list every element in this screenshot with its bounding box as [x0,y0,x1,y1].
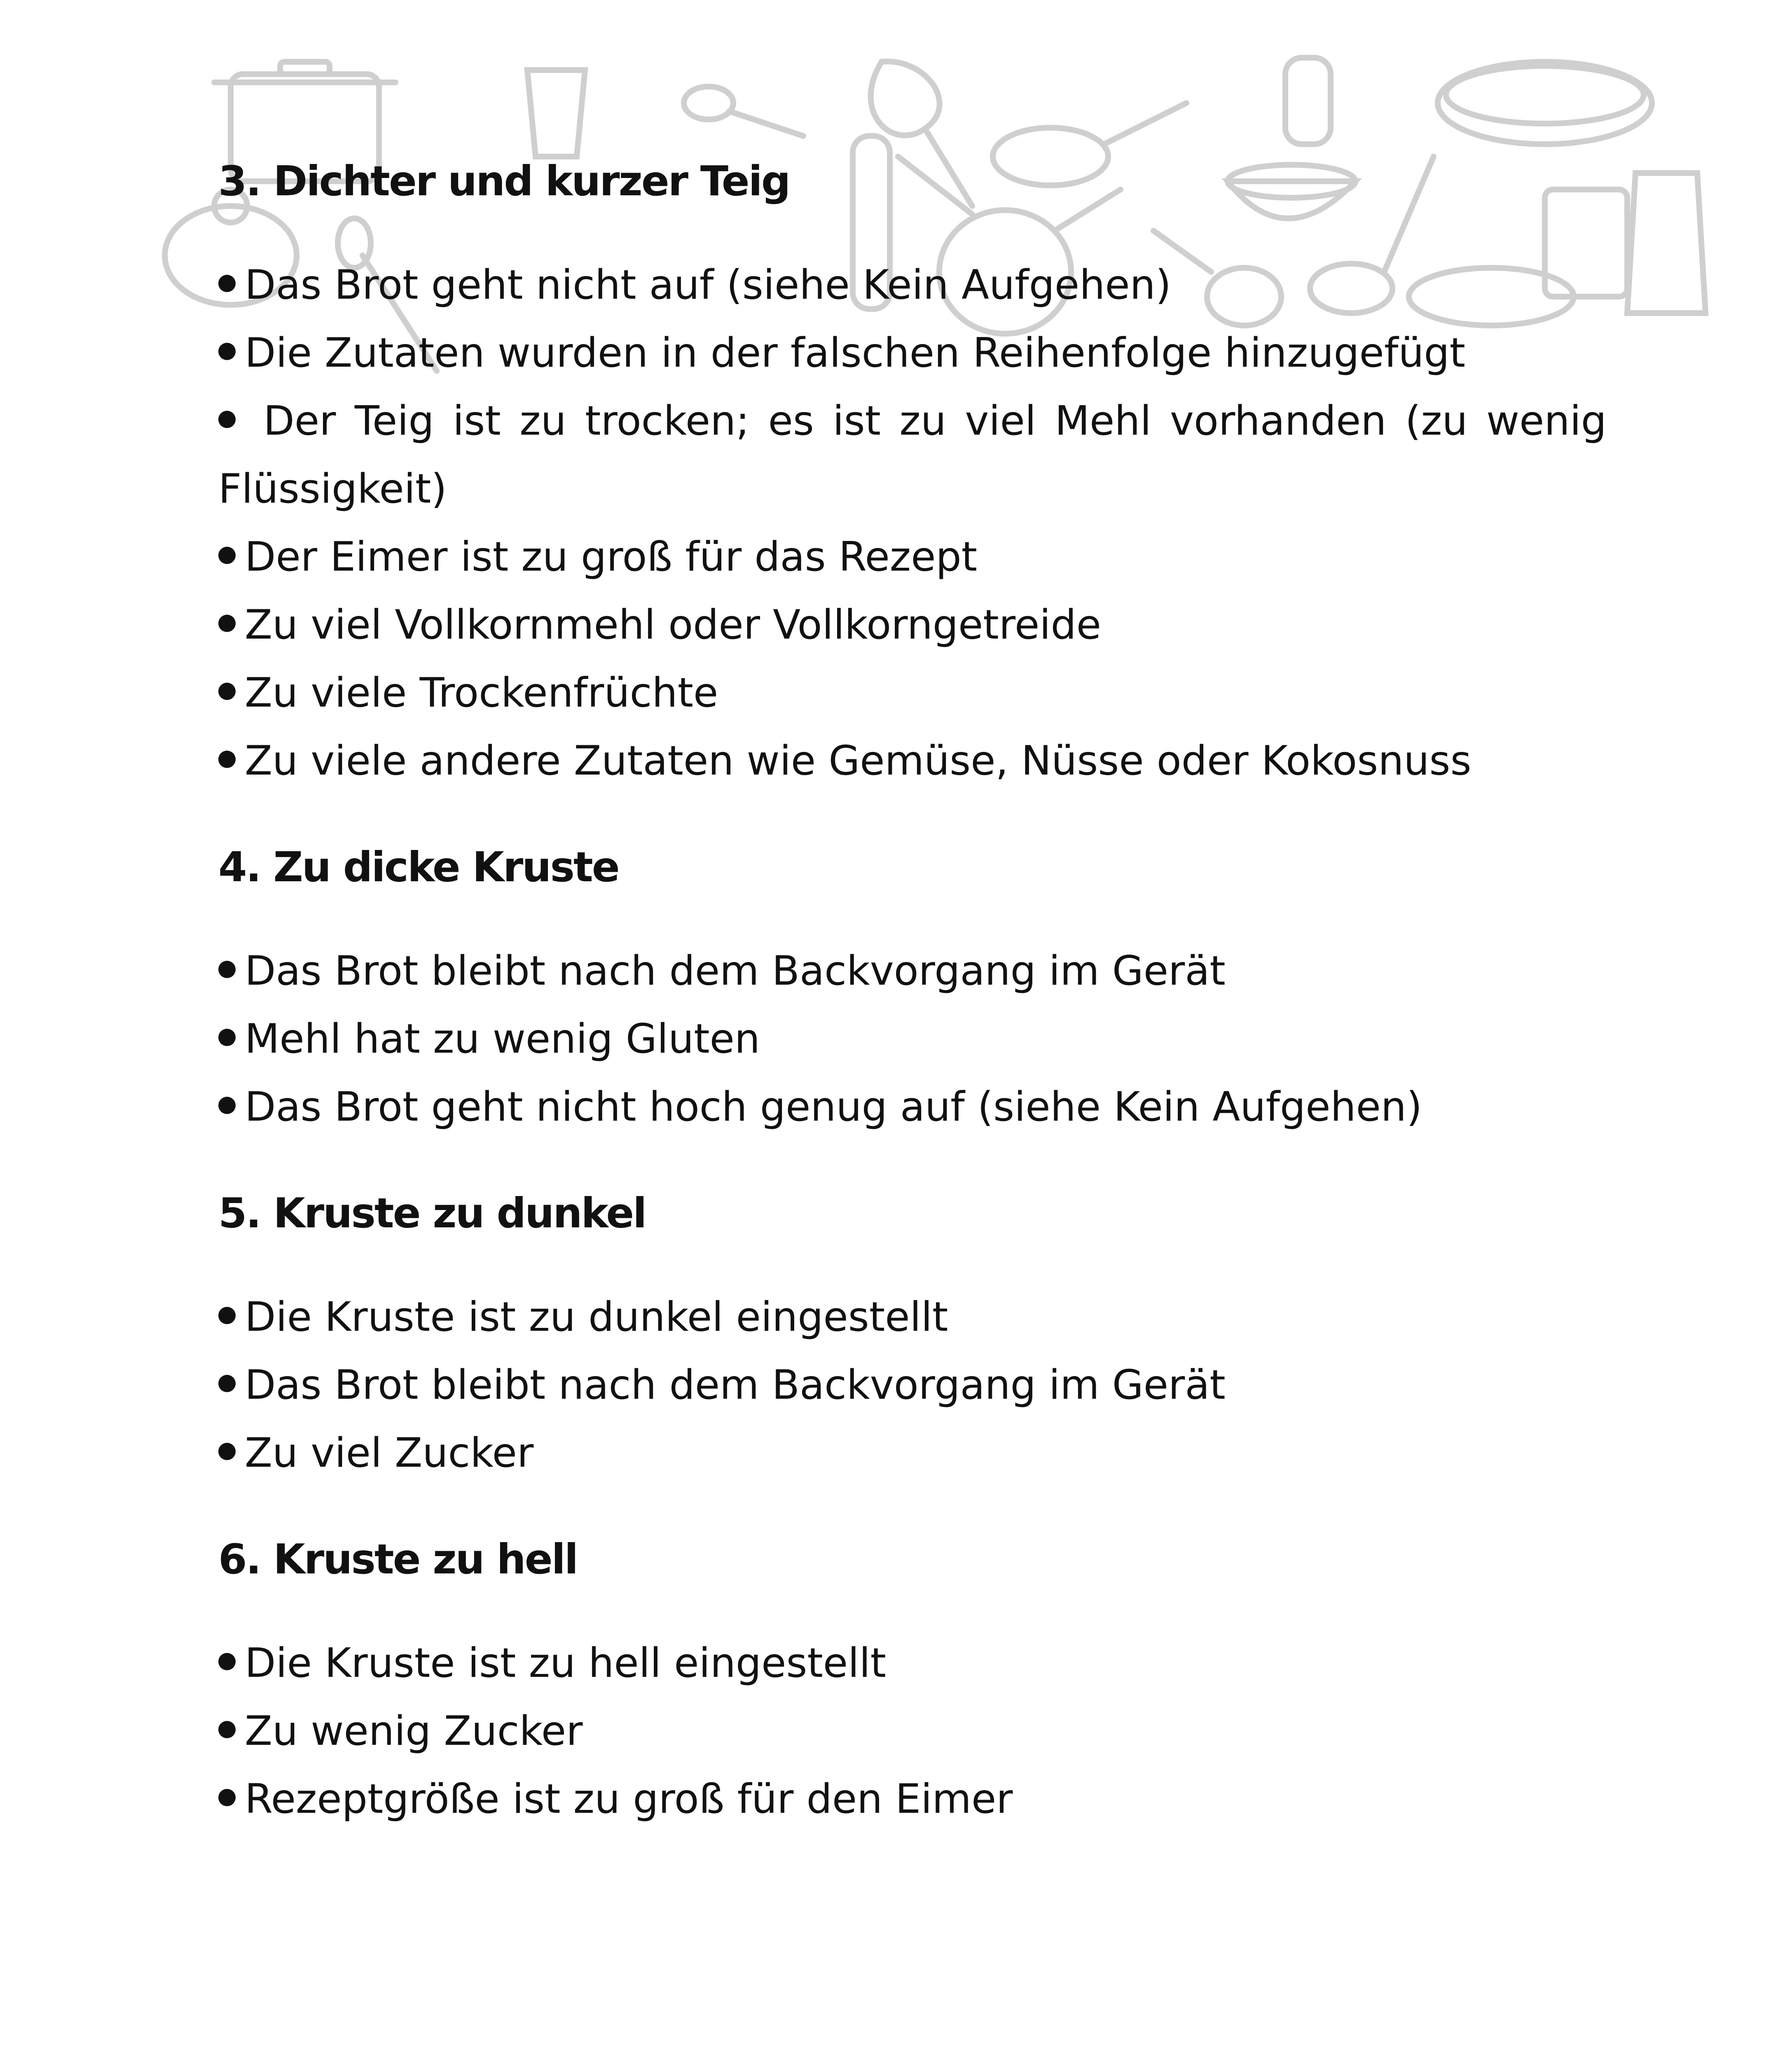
list-item [218,1629,1607,1697]
list-item [218,1005,1607,1073]
list-item-text: Das Brot geht nicht hoch genug auf (siehe Kein Aufgehen) [245,1084,1422,1131]
list-item-text: Der Eimer ist zu groß für das Rezept [245,534,978,581]
bullet-icon [218,1789,236,1806]
list-item [218,1697,1607,1765]
list-item-text: Zu viele Trockenfrüchte [245,670,718,716]
list-item-text: Zu viel Zucker [245,1430,534,1477]
bullet-icon [218,547,236,564]
list-item-text: Der Teig ist zu trocken; es ist zu viel Mehl vorhanden (zu wenig Flüssigkeit) [218,398,1607,513]
bullet-icon [218,1029,236,1046]
grater-icon [1627,173,1705,313]
cake-tin-icon [1438,62,1652,144]
list-item [218,937,1607,1005]
section-title: 4. Zu dicke Kruste [218,843,619,891]
list-item [218,251,1607,319]
list-item-text: Das Brot bleibt nach dem Backvorgang im Gerät [245,1362,1226,1409]
jug-icon [1285,58,1331,144]
section-crust-too-dark [218,1180,1607,1487]
bullet-icon [218,275,236,292]
list-item [218,1073,1607,1141]
section-title: 3. Dichter und kurzer Teig [218,157,790,205]
list-item [218,727,1607,795]
bullet-icon [218,1721,236,1738]
list-item [218,659,1607,727]
section-dense-dough [218,148,1607,795]
list-item-text: Rezeptgröße ist zu groß für den Eimer [245,1776,1013,1823]
bullet-icon [218,751,236,768]
bullet-icon [218,615,236,632]
bullet-icon [218,1097,236,1114]
list-item-text: Mehl hat zu wenig Gluten [245,1016,760,1063]
list-item [218,591,1607,659]
bullet-icon [218,961,236,978]
bullet-icon [218,1375,236,1392]
glass-icon [527,70,585,157]
bullet-icon [218,1307,236,1324]
bullet-icon [218,683,236,700]
list-item [218,523,1607,591]
list-item [218,1283,1607,1351]
section-title: 5. Kruste zu dunkel [218,1189,646,1237]
spoon-icon [684,87,803,136]
bullet-icon [218,411,236,428]
list-item-text: Das Brot bleibt nach dem Backvorgang im Gerät [245,948,1226,995]
bullet-icon [218,1443,236,1460]
list-item-text: Die Zutaten wurden in der falschen Reihenfolge hinzugefügt [245,330,1466,377]
list-item-text: Zu wenig Zucker [245,1708,583,1755]
list-item [218,319,1607,387]
list-item-text: Zu viel Vollkornmehl oder Vollkorngetreide [245,602,1102,648]
troubleshooting-content [218,148,1607,1833]
section-title: 6. Kruste zu hell [218,1535,578,1583]
list-item-text: Die Kruste ist zu dunkel eingestellt [245,1294,948,1341]
list-item-text: Zu viele andere Zutaten wie Gemüse, Nüsse oder Kokosnuss [245,737,1471,784]
section-thick-crust [218,834,1607,1141]
section-crust-too-light [218,1526,1607,1833]
list-item [218,1765,1607,1833]
list-item-text: Die Kruste ist zu hell eingestellt [245,1640,887,1687]
bullet-icon [218,343,236,360]
list-item [218,387,1607,523]
list-item [218,1419,1607,1487]
list-item [218,1351,1607,1419]
bullet-icon [218,1653,236,1670]
list-item-text: Das Brot geht nicht auf (siehe Kein Aufgehen) [245,262,1171,309]
